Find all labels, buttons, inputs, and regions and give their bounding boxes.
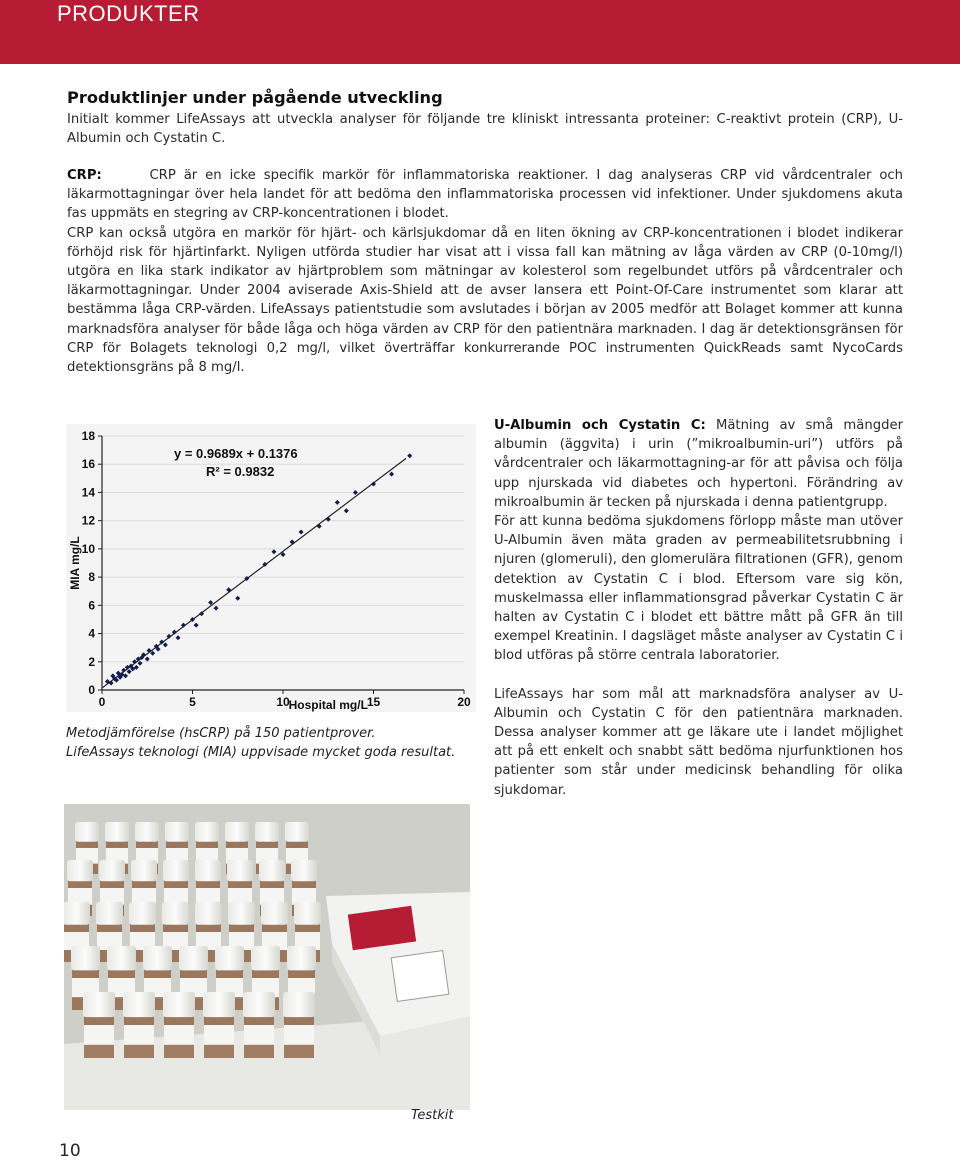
crp-paragraph-2: CRP kan också utgöra en markör för hjärt- och kärlsjukdomar då en liten ökning av CRP-koncentrationen i blodet indikerar förhöjd risk för hjärtinfarkt. Nyligen utförda studier har visat att i vissa fall kan mätning av låga värden av CRP (0-10mg/l) utgöra en lika stark indikator av hjärtproblem som mätningar av kolesterol som regelbundet utförs på vårdcentraler och läkarmottagningar. Under 2004 aviserade Axis-Shield att de avser lansera ett Point-Of-Care instrumentet som klarar att bestämma låga CRP-värden. LifeAssays patientstudie som avslutades i början av 2005 medför att Bolaget kommer att kunna marknadsföra analyser för både låga och höga värden av CRP för den patientnära marknaden. I dag är detektionsgränsen för CRP för Bolagets teknologi 0,2 mg/l, vilket överträffar konkurrerande POC instrumenten QuickReads samt NycoCards detektionsgräns på 8 mg/l. bbox=[67, 225, 903, 376]
data-point bbox=[335, 500, 340, 505]
y-tick-label: 8 bbox=[88, 570, 95, 585]
y-axis-label: MIA mg/L bbox=[68, 536, 82, 590]
crp-text-1: CRP är en icke specifik markör för inflammatoriska reaktioner. I dag analyseras CRP vid vårdcentraler och läkarmottagningar över hela landet för att bedöma den inflammatoriska processen vid infektioner. Under sjukdomens akuta fas uppmäts en stegring av CRP-koncentrationen i blodet. bbox=[67, 168, 903, 222]
ualbumin-paragraph-2: För att kunna bedöma sjukdomens förlopp måste man utöver U-Albumin även mäta graden av permeabilitetsrubbning i njuren (glomeruli), den glomerulära filtrationen (GFR), genom detektion av Cystatin C i blod. Eftersom vare sig kön, muskelmassa eller inflammationsgrad påverkar Cystatin C är halten av Cystatin C i blodet ett bättre mått på GFR än till exempel Kreatinin. I dagsläget måste analyser av Cystatin C i blod utföras på större centrala laboratorier. bbox=[494, 514, 903, 664]
x-tick-label: 15 bbox=[366, 695, 381, 709]
data-point bbox=[176, 635, 181, 640]
data-point bbox=[235, 596, 240, 601]
crp-paragraph-1 bbox=[67, 166, 903, 224]
data-point bbox=[344, 508, 349, 513]
chart-caption-line-2: LifeAssays teknologi (MIA) uppvisade mycket goda resultat. bbox=[66, 745, 456, 760]
data-point bbox=[214, 606, 219, 611]
chart-grid bbox=[102, 436, 464, 690]
regression-equation: y = 0.9689x + 0.1376 bbox=[174, 446, 298, 461]
data-point bbox=[121, 668, 126, 673]
chart-svg bbox=[66, 424, 476, 712]
data-point bbox=[271, 549, 276, 554]
y-tick-label: 4 bbox=[88, 626, 95, 641]
ualbumin-paragraph-1 bbox=[494, 416, 903, 512]
x-tick-labels bbox=[99, 690, 471, 709]
x-tick-label: 0 bbox=[98, 695, 106, 709]
data-point bbox=[353, 490, 358, 495]
data-point bbox=[389, 472, 394, 477]
photo-caption: Testkit bbox=[411, 1108, 454, 1123]
data-point bbox=[147, 648, 152, 653]
ualbumin-label: U-Albumin och Cystatin C: bbox=[494, 418, 706, 433]
header-title: PRODUKTER bbox=[57, 1, 200, 26]
chart-caption-line-1: Metodjämförelse (hsCRP) på 150 patientprover. bbox=[66, 726, 376, 741]
data-point bbox=[194, 623, 199, 628]
y-tick-label: 0 bbox=[88, 683, 95, 697]
intro-paragraph: Initialt kommer LifeAssays att utveckla analyser för följande tre kliniskt intressanta proteiner: C-reaktivt protein (CRP), U-Albumin och Cystatin C. bbox=[67, 112, 903, 147]
x-tick-label: 20 bbox=[457, 695, 471, 709]
ualbumin-paragraph-3: LifeAssays har som mål att marknadsföra analyser av U-Albumin och Cystatin C för den patientnära marknaden. Dessa analyser kommer att ge läkare ute i landet möjlighet att på ett enkelt och snabbt sätt bedöma njurfunktionen hos patienter som står under medicinsk behandling för olika sjukdomar. bbox=[494, 686, 903, 798]
x-axis-label: Hospital mg/L bbox=[288, 698, 368, 712]
x-tick-label: 5 bbox=[189, 695, 196, 709]
page-number: 10 bbox=[59, 1141, 81, 1160]
y-tick-label: 18 bbox=[81, 429, 95, 443]
y-tick-label: 12 bbox=[81, 513, 95, 528]
data-point bbox=[299, 529, 304, 534]
y-tick-label: 10 bbox=[81, 541, 95, 556]
crp-section bbox=[67, 166, 903, 377]
testkit-illustration bbox=[64, 804, 470, 1110]
scatter-chart bbox=[66, 424, 476, 712]
r-squared: R² = 0.9832 bbox=[206, 464, 275, 479]
data-point bbox=[127, 669, 132, 674]
y-tick-label: 2 bbox=[88, 654, 95, 669]
y-tick-label: 14 bbox=[81, 485, 95, 500]
data-point bbox=[181, 623, 186, 628]
section-title: Produktlinjer under pågående utveckling bbox=[67, 88, 443, 107]
data-point bbox=[132, 659, 137, 664]
y-tick-label: 16 bbox=[81, 457, 95, 472]
data-point bbox=[317, 524, 322, 529]
crp-label: CRP: bbox=[67, 168, 102, 183]
testkit-photo bbox=[64, 804, 470, 1110]
chart-caption bbox=[66, 724, 476, 762]
header-band bbox=[0, 0, 960, 64]
ualbumin-text-1: Mätning av små mängder albumin (äggvita) i urin (”mikroalbumin-uri”) utförs på vårdcentraler och läkarmottagning-ar för att påvisa och följa upp njurskada vid diabetes och hypertoni. Förändring av mikroalbumin är tecken på njurskada i denna patientgrupp. bbox=[494, 418, 903, 510]
data-point bbox=[407, 453, 412, 458]
y-tick-label: 6 bbox=[88, 598, 95, 613]
x-tick-label: 10 bbox=[276, 695, 290, 709]
ualbumin-section bbox=[494, 416, 903, 800]
data-point bbox=[145, 656, 150, 661]
data-point bbox=[163, 642, 168, 647]
y-tick-labels bbox=[82, 429, 102, 697]
